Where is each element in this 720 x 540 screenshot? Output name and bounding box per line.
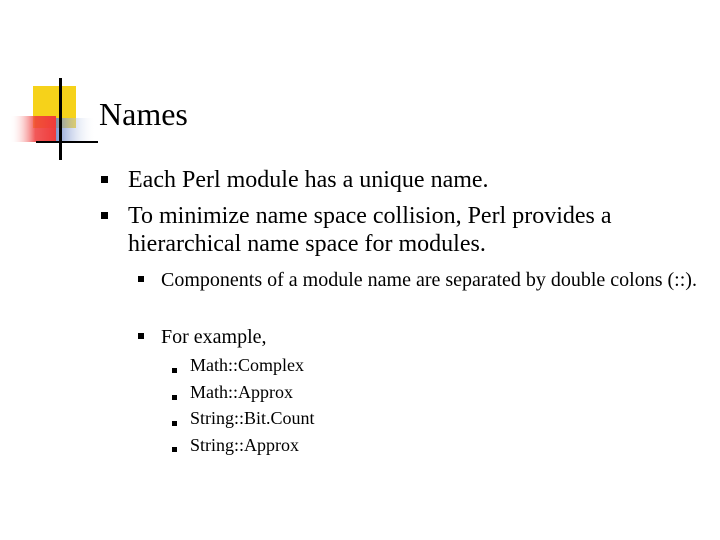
sub-bullet-text: For example,	[161, 326, 267, 348]
bullet-text: To minimize name space collision, Perl provides a hierarchical name space for modules.	[128, 203, 612, 257]
example-item: Math::Complex	[190, 355, 304, 375]
slide-title: Names	[99, 96, 188, 132]
horizontal-rule	[36, 141, 98, 143]
example-item: String::Approx	[190, 435, 300, 455]
example-item: Math::Approx	[190, 382, 293, 402]
example-bullet-square	[172, 421, 177, 426]
bullet-text: Each Perl module has a unique name.	[128, 167, 489, 193]
sub-bullet-square	[138, 276, 144, 282]
bullet-square	[101, 176, 108, 183]
example-bullet-square	[172, 368, 177, 373]
example-bullet-square	[172, 447, 177, 452]
sub-bullet-square	[138, 333, 144, 339]
sub-bullet-text: Components of a module name are separated by double colons (::).	[161, 269, 697, 291]
example-item: String::Bit.Count	[190, 408, 315, 428]
red-bar	[10, 116, 56, 142]
bullet-square	[101, 212, 108, 219]
title-decoration-graphic	[0, 0, 100, 170]
example-bullet-square	[172, 395, 177, 400]
vertical-rule	[59, 78, 62, 160]
